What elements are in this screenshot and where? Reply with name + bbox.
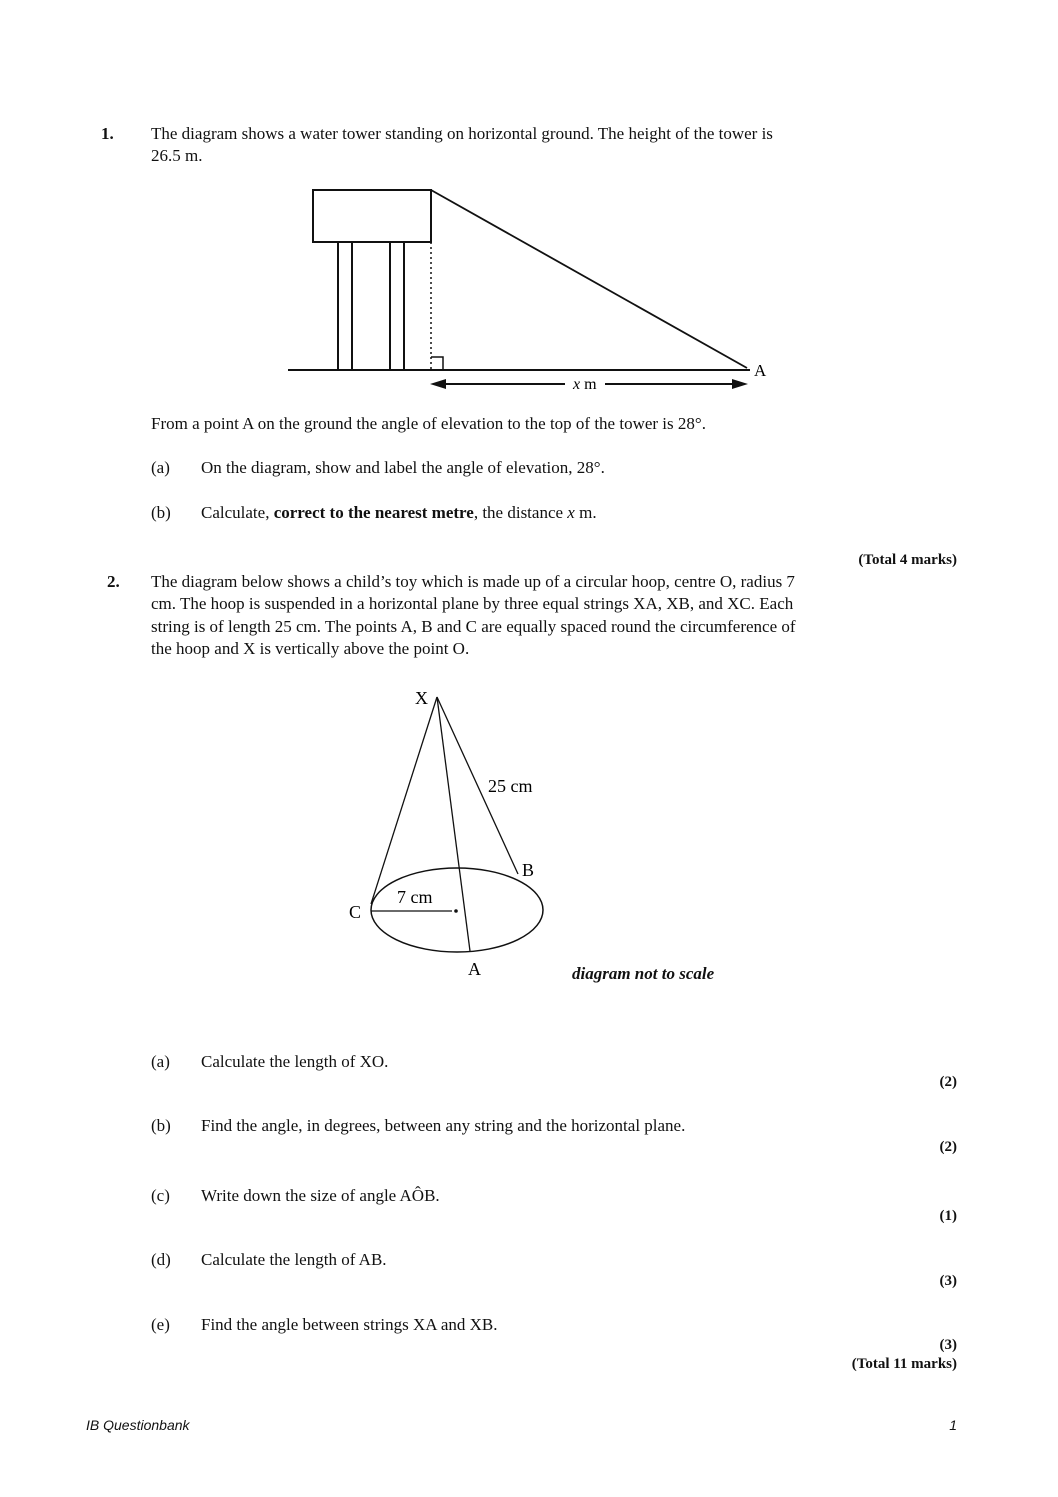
q2-part-a-text: Calculate the length of XO. [201, 1052, 389, 1071]
hoop-toy-diagram [330, 680, 570, 980]
diagram-not-to-scale-note: diagram not to scale [572, 964, 715, 983]
radius-label: 7 cm [397, 887, 433, 907]
q2-part-e-label: (e) [151, 1315, 170, 1334]
q2-part-a-label: (a) [151, 1052, 170, 1071]
footer-source: IB Questionbank [86, 1417, 190, 1433]
q1-number: 1. [101, 124, 114, 143]
centre-o-point [454, 909, 458, 913]
q1-part-b-text: Calculate, correct to the nearest metre, the distance x m. [201, 503, 597, 522]
q2-part-e-marks: (3) [939, 1337, 957, 1353]
q2-intro-line1: The diagram below shows a child’s toy which is made up of a circular hoop, centre O, radius 7 [151, 572, 795, 591]
q1-part-a-text: On the diagram, show and label the angle of elevation, 28°. [201, 458, 605, 477]
q1-part-a-label: (a) [151, 458, 170, 477]
point-b-label: B [522, 860, 535, 880]
q1-stem: From a point A on the ground the angle of elevation to the top of the tower is 28°. [151, 414, 706, 433]
q2-part-b-marks: (2) [939, 1139, 957, 1155]
string-xa [437, 697, 470, 951]
point-a-label: A [754, 361, 767, 380]
q1-intro-line1: The diagram shows a water tower standing on horizontal ground. The height of the tower is [151, 124, 773, 143]
line-of-sight [431, 190, 747, 368]
q2-part-b-label: (b) [151, 1116, 171, 1135]
q2-intro-line3: string is of length 25 cm. The points A, B and C are equally spaced round the circumference of [151, 617, 796, 636]
distance-label: x m [573, 376, 597, 393]
q2-intro-line4: the hoop and X is vertically above the point O. [151, 639, 470, 658]
point-c-label: C [349, 902, 362, 922]
q1-total-marks: (Total 4 marks) [858, 552, 957, 568]
arrowhead-right [732, 379, 748, 389]
string-xc [371, 697, 437, 904]
q2-part-d-text: Calculate the length of AB. [201, 1250, 387, 1269]
q2-part-c-text: Write down the size of angle AÔB. [201, 1186, 440, 1205]
q2-part-a-marks: (2) [939, 1074, 957, 1090]
q2-part-b-text: Find the angle, in degrees, between any string and the horizontal plane. [201, 1116, 686, 1135]
q2-number: 2. [107, 572, 120, 591]
q1-part-b-label: (b) [151, 503, 171, 522]
q2-intro-line2: cm. The hoop is suspended in a horizontal plane by three equal strings XA, XB, and XC. Each [151, 594, 794, 613]
q2-part-d-marks: (3) [939, 1273, 957, 1289]
q2-part-e-text: Find the angle between strings XA and XB. [201, 1315, 498, 1334]
q2-part-d-label: (d) [151, 1250, 171, 1269]
point-x-label: X [415, 688, 428, 708]
water-tower-diagram [280, 180, 780, 395]
point-a-label: A [468, 959, 481, 979]
right-angle-marker [431, 357, 443, 370]
q2-part-c-marks: (1) [939, 1208, 957, 1224]
footer-page-number: 1 [949, 1417, 957, 1433]
q2-part-c-label: (c) [151, 1186, 170, 1205]
tower-tank [313, 190, 431, 242]
arrowhead-left [430, 379, 446, 389]
q1-intro-line2: 26.5 m. [151, 146, 203, 165]
q2-total-marks: (Total 11 marks) [851, 1356, 957, 1372]
string-length-label: 25 cm [488, 776, 533, 796]
